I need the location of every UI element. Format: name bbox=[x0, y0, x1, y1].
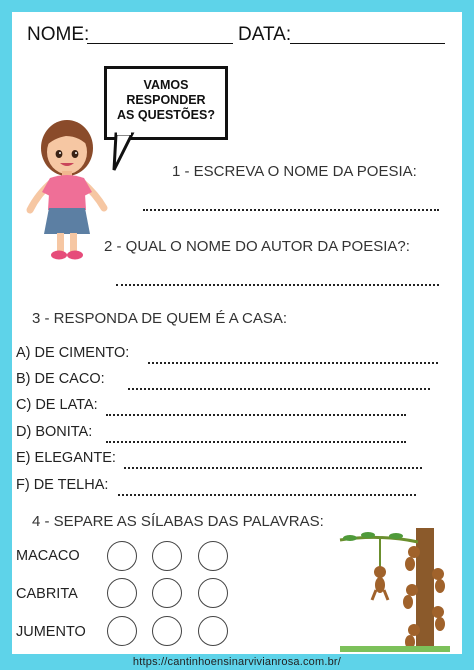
speech-bubble bbox=[104, 66, 228, 140]
answer-line-f[interactable] bbox=[118, 494, 416, 496]
bubble-line-2: RESPONDER bbox=[126, 93, 206, 107]
answer-line-q1[interactable] bbox=[143, 209, 439, 211]
syllable-circle[interactable] bbox=[107, 616, 137, 646]
option-d: D) BONITA: bbox=[16, 424, 93, 440]
date-field[interactable] bbox=[290, 43, 445, 44]
option-a: A) DE CIMENTO: bbox=[16, 345, 130, 361]
option-c: C) DE LATA: bbox=[16, 397, 98, 413]
question-3: 3 - RESPONDA DE QUEM É A CASA: bbox=[32, 310, 288, 327]
word-jumento: JUMENTO bbox=[16, 624, 86, 640]
speech-bubble-tail bbox=[112, 134, 142, 174]
syllable-circle[interactable] bbox=[107, 578, 137, 608]
syllable-circle[interactable] bbox=[198, 578, 228, 608]
option-f: F) DE TELHA: bbox=[16, 477, 109, 493]
bubble-line-1: VAMOS bbox=[143, 78, 189, 92]
question-4: 4 - SEPARE AS SÍLABAS DAS PALAVRAS: bbox=[32, 513, 324, 530]
answer-line-q2[interactable] bbox=[116, 284, 439, 286]
answer-line-a[interactable] bbox=[148, 362, 438, 364]
question-2: 2 - QUAL O NOME DO AUTOR DA POESIA?: bbox=[104, 238, 410, 255]
syllable-circle[interactable] bbox=[152, 541, 182, 571]
name-label: NOME: bbox=[27, 24, 90, 45]
answer-line-c[interactable] bbox=[106, 414, 406, 416]
answer-line-e[interactable] bbox=[124, 467, 422, 469]
date-label: DATA: bbox=[238, 24, 292, 45]
syllable-circle[interactable] bbox=[152, 616, 182, 646]
answer-line-b[interactable] bbox=[128, 388, 430, 390]
syllable-circle[interactable] bbox=[152, 578, 182, 608]
option-b: B) DE CACO: bbox=[16, 371, 105, 387]
option-e: E) ELEGANTE: bbox=[16, 450, 116, 466]
question-1: 1 - ESCREVA O NOME DA POESIA: bbox=[172, 163, 417, 180]
monkeys-tree-illustration bbox=[340, 528, 450, 652]
word-cabrita: CABRITA bbox=[16, 586, 78, 602]
syllable-circle[interactable] bbox=[107, 541, 137, 571]
bubble-line-3: AS QUESTÕES? bbox=[117, 108, 215, 122]
name-field[interactable] bbox=[87, 43, 233, 44]
answer-line-d[interactable] bbox=[106, 441, 406, 443]
word-macaco: MACACO bbox=[16, 548, 80, 564]
syllable-circle[interactable] bbox=[198, 541, 228, 571]
footer-url[interactable]: https://cantinhoensinarvivianrosa.com.br/ bbox=[132, 656, 342, 668]
girl-illustration bbox=[22, 112, 112, 264]
syllable-circle[interactable] bbox=[198, 616, 228, 646]
